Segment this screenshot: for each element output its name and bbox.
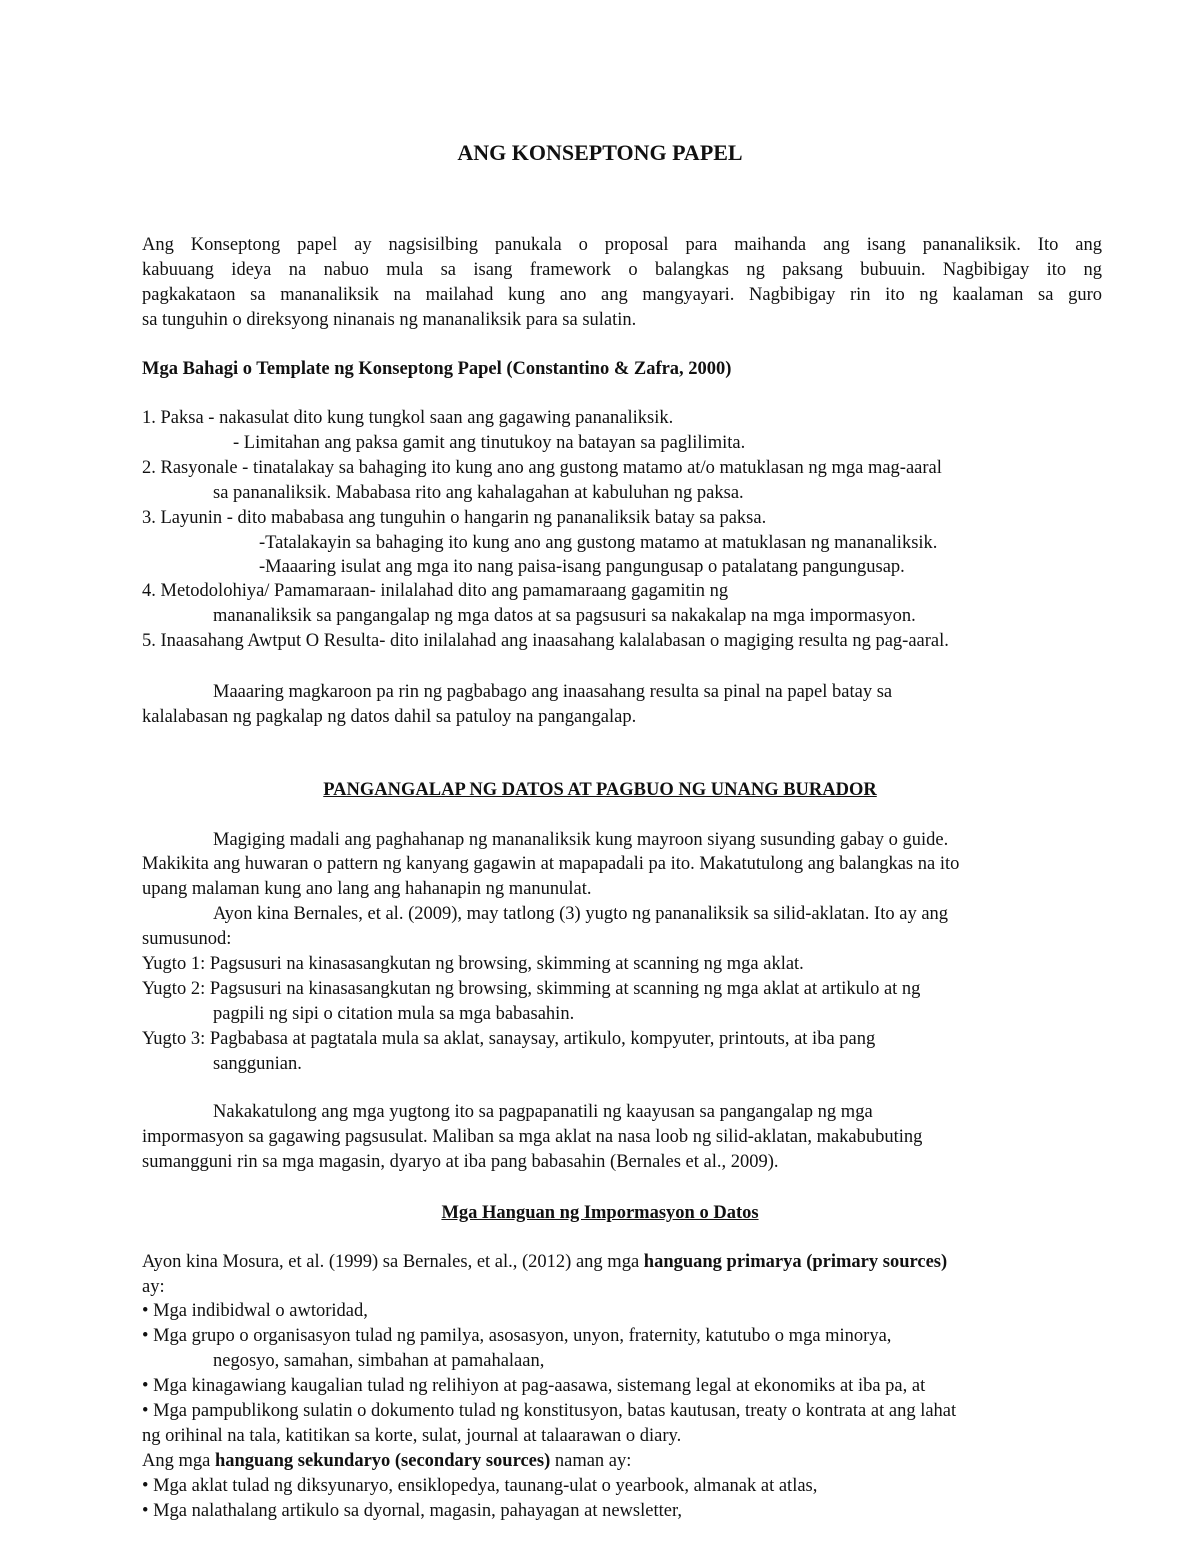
yugto-subitem: pagpili ng sipi o citation mula sa mga babasahin.	[213, 1004, 575, 1024]
page-title: ANG KONSEPTONG PAPEL	[457, 140, 743, 165]
yugto-item: Yugto 1: Pagsusuri na kinasasangkutan ng browsing, skimming at scanning ng mga aklat.	[142, 954, 804, 974]
bullet-subitem: negosyo, samahan, simbahan at pamahalaan,	[213, 1351, 545, 1371]
intro-line: sa tunguhin o direksyong ninanais ng mananaliksik para sa sulatin.	[142, 310, 637, 330]
section2-line: sumusunod:	[142, 929, 232, 949]
yugto-subitem: sanggunian.	[213, 1054, 302, 1074]
primary-intro-text: Ayon kina Mosura, et al. (1999) sa Bernales, et al., (2012) ang mga	[142, 1252, 644, 1272]
bullet-item: • Mga aklat tulad ng diksyunaryo, ensiklopedya, taunang-ulat o yearbook, almanak at atlas,	[142, 1476, 818, 1496]
yugto-item: Yugto 2: Pagsusuri na kinasasangkutan ng browsing, skimming at scanning ng mga aklat at artikulo at ng	[142, 979, 921, 999]
part-subitem: mananaliksik sa pangangalap ng mga datos at sa pagsusuri sa nakakalap na mga impormasyon.	[213, 606, 916, 626]
secondary-sources-term: hanguang sekundaryo (secondary sources)	[214, 1451, 551, 1471]
section2-line: Ayon kina Bernales, et al. (2009), may tatlong (3) yugto ng pananaliksik sa silid-aklatan. Ito ay ang	[213, 904, 949, 924]
intro-line: kabuuang ideya na nabuo mula sa isang framework o balangkas ng paksang bubuuin. Nagbibigay ito ng	[142, 260, 1102, 280]
bullet-item: • Mga grupo o organisasyon tulad ng pamilya, asosasyon, unyon, fraternity, katutubo o mga minorya,	[142, 1326, 892, 1346]
bullet-item: • Mga indibidwal o awtoridad,	[142, 1301, 368, 1321]
note-line: Maaaring magkaroon pa rin ng pagbabago ang inaasahang resulta sa pinal na papel batay sa	[213, 682, 893, 702]
part-subitem: -Tatalakayin sa bahaging ito kung ano ang gustong matamo at matuklasan ng mananaliksik.	[259, 533, 938, 553]
note-line: kalalabasan ng pagkalap ng datos dahil sa patuloy na pangangalap.	[142, 707, 637, 727]
intro-line: Ang Konseptong papel ay nagsisilbing panukala o proposal para maihanda ang isang pananaliksik. Ito ang	[142, 235, 1102, 255]
yugto-item: Yugto 3: Pagbabasa at pagtatala mula sa aklat, sanaysay, artikulo, kompyuter, printouts, at iba pang	[142, 1029, 876, 1049]
bullet-item: • Mga kinagawiang kaugalian tulad ng relihiyon at pag-aasawa, sistemang legal at ekonomiks at iba pa, at	[142, 1376, 926, 1396]
part-subitem: -Maaaring isulat ang mga ito nang paisa-isang pangungusap o patalatang pangungusap.	[259, 557, 905, 577]
part-subitem: sa pananaliksik. Mababasa rito ang kahalagahan at kabuluhan ng paksa.	[213, 483, 744, 503]
primary-sources-term: hanguang primarya (primary sources)	[643, 1252, 948, 1272]
secondary-sources-intro	[142, 1449, 631, 1474]
section2-closing-line: sumangguni rin sa mga magasin, dyaryo at iba pang babasahin (Bernales et al., 2009).	[142, 1152, 779, 1172]
section2-closing-line: Nakakatulong ang mga yugtong ito sa pagpapanatili ng kaayusan sa pangangalap ng mga	[213, 1102, 873, 1122]
part-item: 3. Layunin - dito mababasa ang tunguhin o hangarin ng pananaliksik batay sa paksa.	[142, 508, 767, 528]
bullet-item: • Mga nalathalang artikulo sa dyornal, magasin, pahayagan at newsletter,	[142, 1501, 682, 1521]
secondary-intro-text: Ang mga	[142, 1451, 215, 1471]
part-item: 5. Inaasahang Awtput O Resulta- dito inilalahad ang inaasahang kalalabasan o magiging resulta ng pag-aaral.	[142, 631, 949, 651]
section2-line: upang malaman kung ano lang ang hahanapin ng manunulat.	[142, 879, 592, 899]
section2-heading: PANGANGALAP NG DATOS AT PAGBUO NG UNANG BURADOR	[323, 780, 877, 800]
part-item: 2. Rasyonale - tinatalakay sa bahaging ito kung ano ang gustong matamo at/o matuklasan ng mga mag-aaral	[142, 458, 942, 478]
primary-sources-intro	[142, 1250, 947, 1275]
primary-intro-cont: ay:	[142, 1277, 165, 1297]
part-subitem: - Limitahan ang paksa gamit ang tinutukoy na batayan sa paglilimita.	[233, 433, 746, 453]
template-heading: Mga Bahagi o Template ng Konseptong Papel (Constantino & Zafra, 2000)	[142, 359, 732, 379]
part-item: 1. Paksa - nakasulat dito kung tungkol saan ang gagawing pananaliksik.	[142, 408, 674, 428]
secondary-intro-post: naman ay:	[550, 1451, 632, 1471]
section3-heading: Mga Hanguan ng Impormasyon o Datos	[441, 1203, 759, 1223]
intro-paragraph	[142, 233, 1102, 333]
section2-line: Makikita ang huwaran o pattern ng kanyang gagawin at mapapadali pa ito. Makatutulong ang balangkas na ito	[142, 854, 960, 874]
intro-line: pagkakataon sa mananaliksik na mailahad kung ano ang mangyayari. Nagbibigay rin ito ng kaalaman sa guro	[142, 285, 1102, 305]
part-item: 4. Metodolohiya/ Pamamaraan- inilalahad dito ang pamamaraang gagamitin ng	[142, 581, 729, 601]
section2-closing-line: impormasyon sa gagawing pagsusulat. Maliban sa mga aklat na nasa loob ng silid-aklatan, makabubuting	[142, 1127, 923, 1147]
bullet-item: • Mga pampublikong sulatin o dokumento tulad ng konstitusyon, batas kautusan, treaty o kontrata at ang lahat	[142, 1401, 957, 1421]
section2-line: Magiging madali ang paghahanap ng mananaliksik kung mayroon siyang susunding gabay o guide.	[213, 830, 949, 850]
bullet-subitem: ng orihinal na tala, katitikan sa korte, sulat, journal at talaarawan o diary.	[142, 1426, 682, 1446]
